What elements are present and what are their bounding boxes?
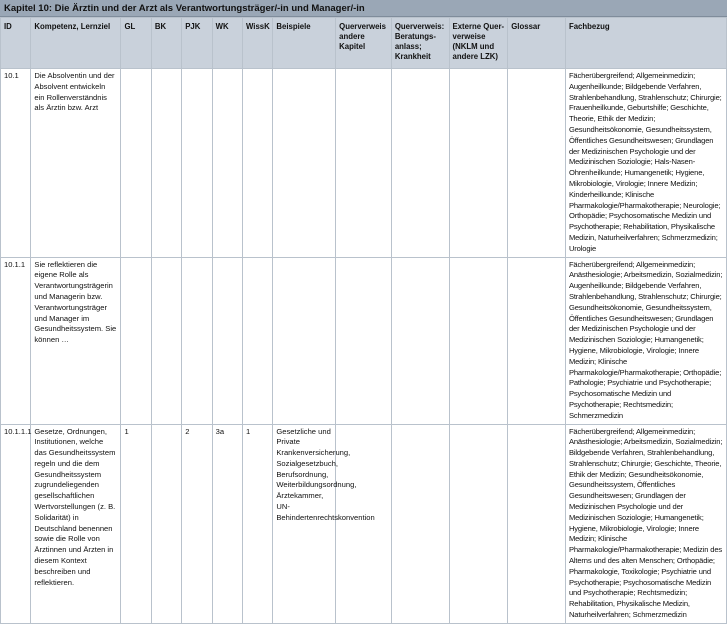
table-title: Kapitel 10: Die Ärztin und der Arzt als Verantwortungsträger/-in und Manager/-in [0, 0, 727, 17]
cell-externe-querverweise [449, 257, 508, 424]
cell-fachbezug: Fächerübergreifend; Allgemeinmedizin; Anästhesiologie; Arbeitsmedizin, Sozialmedizin; Augenheilkunde; Bildgebende Verfahren, Strahlenbehandlung, Strahlenschutz; Chirurgie; Gesundheitsökonomie, Gesundheitssystem, Öffentliches Gesundheitswesen; Grundlagen der Medizinischen Psychologie und der Medizinischen Soziologie; Humangenetik; Hygiene, Mikrobiologie, Virologie; Innere Medizin; Klinische Pharmakologie/Pharmakotherapie; Orthopädie; Pathologie; Psychiatrie und Psychotherapie; Psychosomatische Medizin und Psychotherapie; Rechtsmedizin; Schmerzmedizin [565, 257, 726, 424]
col-header-querverweis-kapitel: Querverweis andere Kapitel [336, 18, 392, 69]
cell-beispiele [273, 257, 336, 424]
cell-id: 10.1 [1, 69, 31, 258]
header-row [1, 18, 727, 69]
cell-beispiele [273, 69, 336, 258]
cell-id: 10.1.1.1 [1, 424, 31, 623]
cell-querverweis-kapitel [336, 257, 392, 424]
competency-table [0, 17, 727, 624]
col-header-wissk: WissK [242, 18, 272, 69]
cell-querverweis-beratung [391, 257, 449, 424]
cell-bk [151, 69, 181, 258]
table-row [1, 424, 727, 623]
col-header-bk: BK [151, 18, 181, 69]
cell-querverweis-beratung [391, 424, 449, 623]
cell-gl [121, 257, 151, 424]
cell-wissk [242, 69, 272, 258]
cell-querverweis-beratung [391, 69, 449, 258]
col-header-glossar: Glossar [508, 18, 566, 69]
cell-kompetenz: Sie reflektieren die eigene Rolle als Verantwortungsträgerin und Managerin bzw. Verantwortungsträger und Manager im Gesundheitssystem. Sie können … [31, 257, 121, 424]
col-header-querverweis-beratung: Querverweis: Beratungsanlass; Krankheit [391, 18, 449, 69]
cell-kompetenz: Gesetze, Ordnungen, Institutionen, welche das Gesundheitssystem regeln und die dem Gesundheitssystem zugrundeliegenden gesellschaftlichen Wertvorstellungen (z. B. Solidarität) in Deutschland benennen sowie die Rolle von Ärztinnen und Ärzten in diesem Kontext beschreiben und reflektieren. [31, 424, 121, 623]
col-header-beispiele: Beispiele [273, 18, 336, 69]
cell-pjk: 2 [182, 424, 212, 623]
col-header-gl: GL [121, 18, 151, 69]
cell-externe-querverweise [449, 69, 508, 258]
cell-fachbezug: Fächerübergreifend; Allgemeinmedizin; Anästhesiologie; Arbeitsmedizin, Sozialmedizin; Bildgebende Verfahren, Strahlenbehandlung, Strahlenschutz; Chirurgie; Geschichte, Theorie, Ethik der Medizin; Gesundheitsökonomie, Gesundheitssystem, Öffentliches Gesundheitswesen; Grundlagen der Medizinischen Psychologie und der Medizinischen Soziologie; Humangenetik; Hygiene, Mikrobiologie, Virologie; Innere Medizin; Klinische Pharmakologie/Pharmakotherapie; Medizin des Alterns und des alten Menschen; Orthopädie; Pharmakologie, Toxikologie; Psychiatrie und Psychotherapie; Psychosomatische Medizin und Psychotherapie; Rechtsmedizin; Rehabilitation, Physikalische Medizin, Naturheilverfahren; Schmerzmedizin [565, 424, 726, 623]
cell-pjk [182, 69, 212, 258]
col-header-id: ID [1, 18, 31, 69]
col-header-kompetenz: Kompetenz, Lernziel [31, 18, 121, 69]
col-header-pjk: PJK [182, 18, 212, 69]
cell-glossar [508, 424, 566, 623]
cell-gl [121, 69, 151, 258]
cell-glossar [508, 69, 566, 258]
cell-glossar [508, 257, 566, 424]
cell-gl: 1 [121, 424, 151, 623]
cell-kompetenz: Die Absolventin und der Absolvent entwickeln ein Rollenverständnis als Ärztin bzw. Arzt [31, 69, 121, 258]
table-row [1, 69, 727, 258]
cell-pjk [182, 257, 212, 424]
cell-bk [151, 424, 181, 623]
cell-wk [212, 257, 242, 424]
cell-bk [151, 257, 181, 424]
cell-id: 10.1.1 [1, 257, 31, 424]
col-header-fachbezug: Fachbezug [565, 18, 726, 69]
col-header-externe-querverweise: Externe Querverweise (NKLM und andere LZK) [449, 18, 508, 69]
cell-querverweis-kapitel [336, 69, 392, 258]
cell-wissk [242, 257, 272, 424]
cell-fachbezug: Fächerübergreifend; Allgemeinmedizin; Augenheilkunde; Bildgebende Verfahren, Strahlenbehandlung, Strahlenschutz; Chirurgie; Frauenheilkunde, Geburtshilfe; Geschichte, Theorie, Ethik der Medizin; Gesundheitsökonomie, Gesundheitssystem, Öffentliches Gesundheitswesen; Grundlagen der Medizinischen Psychologie und der Medizinischen Soziologie; Hals-Nasen-Ohrenheilkunde; Humangenetik; Hygiene, Mikrobiologie, Virologie; Innere Medizin; Kinderheilkunde; Klinische Pharmakologie/Pharmakotherapie; Neurologie; Orthopädie; Psychosomatische Medizin und Psychotherapie; Rehabilitation, Physikalische Medizin, Naturheilverfahren; Schmerzmedizin; Urologie [565, 69, 726, 258]
table-row [1, 257, 727, 424]
cell-externe-querverweise [449, 424, 508, 623]
cell-wissk: 1 [242, 424, 272, 623]
cell-wk [212, 69, 242, 258]
col-header-wk: WK [212, 18, 242, 69]
cell-wk: 3a [212, 424, 242, 623]
cell-beispiele: Gesetzliche und Private Krankenversicherung, Sozialgesetzbuch, Berufsordnung, Weiterbildungsordnung, Ärztekammer, UN-Behindertenrechtskonvention [273, 424, 336, 623]
